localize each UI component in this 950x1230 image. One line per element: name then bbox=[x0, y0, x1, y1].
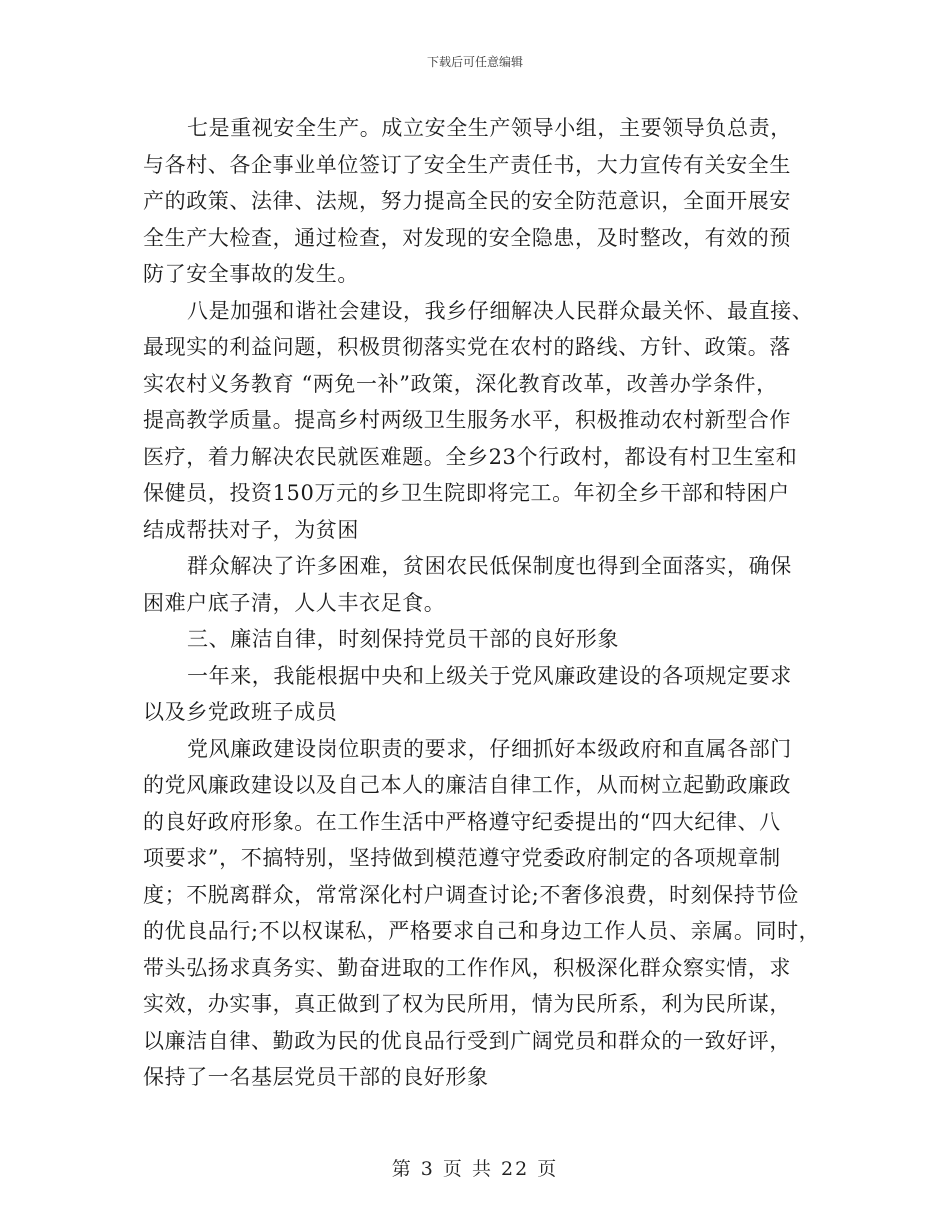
text-line: 保持了一名基层党员干部的良好形象 bbox=[143, 1065, 489, 1089]
document-body bbox=[143, 110, 823, 1096]
text-line: 实农村义务教育 “两免一补”政策，深化教育改革，改善办学条件， bbox=[143, 371, 778, 396]
text-line: 以廉洁自律、勤政为民的优良品行受到广阔党员和群众的一致好评， bbox=[143, 1028, 791, 1053]
text-line: 群众解决了许多困难，贫困农民低保制度也得到全面落实，确保 bbox=[187, 554, 792, 578]
text-line: 度；不脱离群众，常常深化村户调查讨论;不奢侈浪费，时刻保持节俭 bbox=[143, 882, 799, 907]
text-line: 的党风廉政建设以及自己本人的廉洁自律工作，从而树立起勤政廉政 bbox=[143, 773, 791, 797]
text-line: 最现实的利益问题，积极贯彻落实党在农村的路线、方针、政策。落 bbox=[143, 335, 791, 359]
text-line: 困难户底子清，人人丰衣足食。 bbox=[143, 590, 446, 615]
text-line: 项要求”，不搞特别，坚持做到模范遵守党委政府制定的各项规章制 bbox=[143, 846, 781, 870]
text-line: 八是加强和谐社会建设，我乡仔细解决人民群众最关怀、最直接、 bbox=[187, 298, 814, 323]
text-line: 实效，办实事，真正做到了权为民所用，情为民所系，利为民所谋， bbox=[143, 992, 791, 1016]
text-line: 提高教学质量。提高乡村两级卫生服务水平，积极推动农村新型合作 bbox=[143, 408, 791, 432]
text-line: 的优良品行;不以权谋私，严格要求自己和身边工作人员、亲属。同时， bbox=[143, 919, 821, 943]
text-line: 三、廉洁自律，时刻保持党员干部的良好形象 bbox=[187, 627, 619, 651]
text-line: 保健员，投资150万元的乡卫生院即将完工。年初全乡干部和特困户 bbox=[143, 481, 790, 505]
text-line: 一年来，我能根据中央和上级关于党风廉政建设的各项规定要求 bbox=[187, 663, 792, 688]
text-line: 以及乡党政班子成员 bbox=[143, 700, 338, 724]
text-line: 七是重视安全生产。成立安全生产领导小组，主要领导负总责， bbox=[187, 116, 792, 140]
text-line: 防了安全事故的发生。 bbox=[143, 262, 359, 286]
text-line: 全生产大检查，通过检查，对发现的安全隐患，及时整改，有效的预 bbox=[143, 225, 791, 250]
page-number: 第 3 页 共 22 页 bbox=[391, 1158, 559, 1180]
page-header-note: 下载后可任意编辑 bbox=[426, 55, 523, 69]
text-line: 带头弘扬求真务实、勤奋进取的工作作风，积极深化群众察实情，求 bbox=[143, 955, 791, 980]
text-line: 与各村、各企事业单位签订了安全生产责任书，大力宣传有关安全生 bbox=[143, 152, 791, 177]
text-line: 的良好政府形象。在工作生活中严格遵守纪委提出的“四大纪律、八 bbox=[143, 809, 781, 834]
text-line: 医疗，着力解决农民就医难题。全乡23个行政村，都设有村卫生室和 bbox=[143, 444, 798, 469]
text-line: 结成帮扶对子，为贫困 bbox=[143, 517, 359, 542]
text-line: 党风廉政建设岗位职责的要求，仔细抓好本级政府和直属各部门 bbox=[187, 736, 792, 761]
text-line: 产的政策、法律、法规，努力提高全民的安全防范意识，全面开展安 bbox=[143, 189, 791, 213]
